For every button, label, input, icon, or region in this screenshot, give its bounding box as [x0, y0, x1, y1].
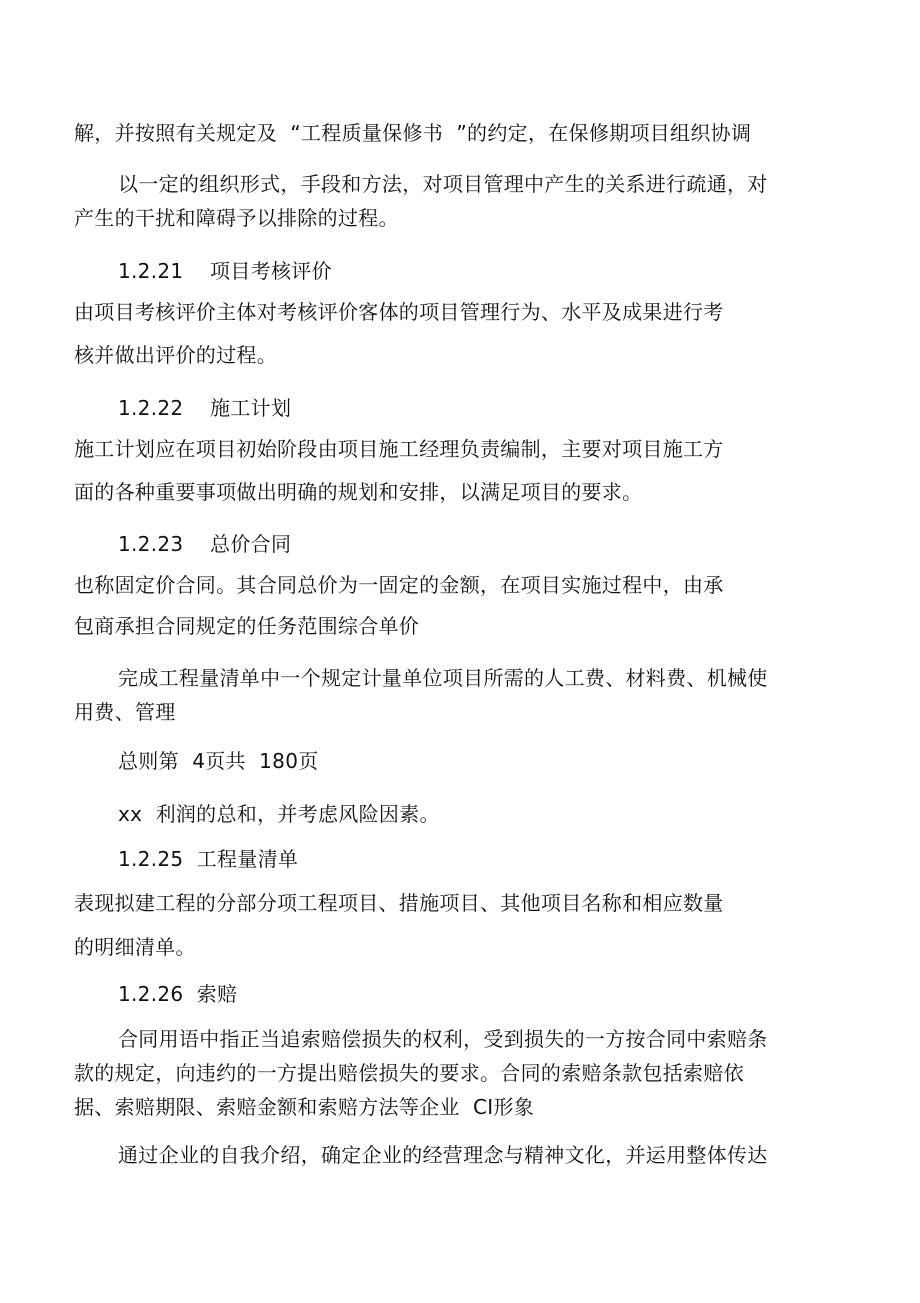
paragraph-line: 施工计划应在项目初始阶段由项目施工经理负责编制，主要对项目施工方 — [74, 437, 724, 461]
section-heading: 1.2.25 工程量清单 — [118, 847, 299, 871]
page-footer: 总则第 4页共 180页 — [118, 749, 319, 773]
paragraph-line: 通过企业的自我介绍，确定企业的经营理念与精神文化，并运用整体传达 — [118, 1143, 768, 1167]
section-heading: 1.2.23 总价合同 — [118, 532, 292, 556]
paragraph-line: 由项目考核评价主体对考核评价客体的项目管理行为、水平及成果进行考 — [74, 300, 724, 324]
paragraph-line: 包商承担合同规定的任务范围综合单价 — [74, 614, 420, 638]
paragraph-line: 也称固定价合同。其合同总价为一固定的金额，在项目实施过程中，由承 — [74, 573, 724, 597]
paragraph-line: 款的规定，向违约的一方提出赔偿损失的要求。合同的索赔条款包括索赔依 — [74, 1061, 744, 1085]
paragraph-line: 产生的干扰和障碍予以排除的过程。 — [74, 206, 399, 230]
paragraph-line: 据、索赔期限、索赔金额和索赔方法等企业 CI形象 — [74, 1095, 535, 1119]
paragraph-line: 以一定的组织形式，手段和方法，对项目管理中产生的关系进行疏通，对 — [118, 172, 768, 196]
paragraph-line: xx 利润的总和，并考虑风险因素。 — [118, 802, 440, 826]
paragraph-line: 用费、管理 — [74, 700, 176, 724]
section-heading: 1.2.22 施工计划 — [118, 396, 292, 420]
section-heading: 1.2.26 索赔 — [118, 982, 238, 1006]
paragraph-line: 核并做出评价的过程。 — [74, 343, 277, 367]
paragraph-line: 表现拟建工程的分部分项工程项目、措施项目、其他项目名称和相应数量 — [74, 891, 724, 915]
paragraph-line: 合同用语中指正当追索赔偿损失的权利，受到损失的一方按合同中索赔条 — [118, 1027, 768, 1051]
paragraph-line: 解，并按照有关规定及 “工程质量保修书 ”的约定，在保修期项目组织协调 — [74, 121, 752, 145]
paragraph-line: 完成工程量清单中一个规定计量单位项目所需的人工费、材料费、机械使 — [118, 666, 768, 690]
section-heading: 1.2.21 项目考核评价 — [118, 259, 332, 283]
paragraph-line: 面的各种重要事项做出明确的规划和安排，以满足项目的要求。 — [74, 480, 643, 504]
paragraph-line: 的明细清单。 — [74, 935, 196, 959]
